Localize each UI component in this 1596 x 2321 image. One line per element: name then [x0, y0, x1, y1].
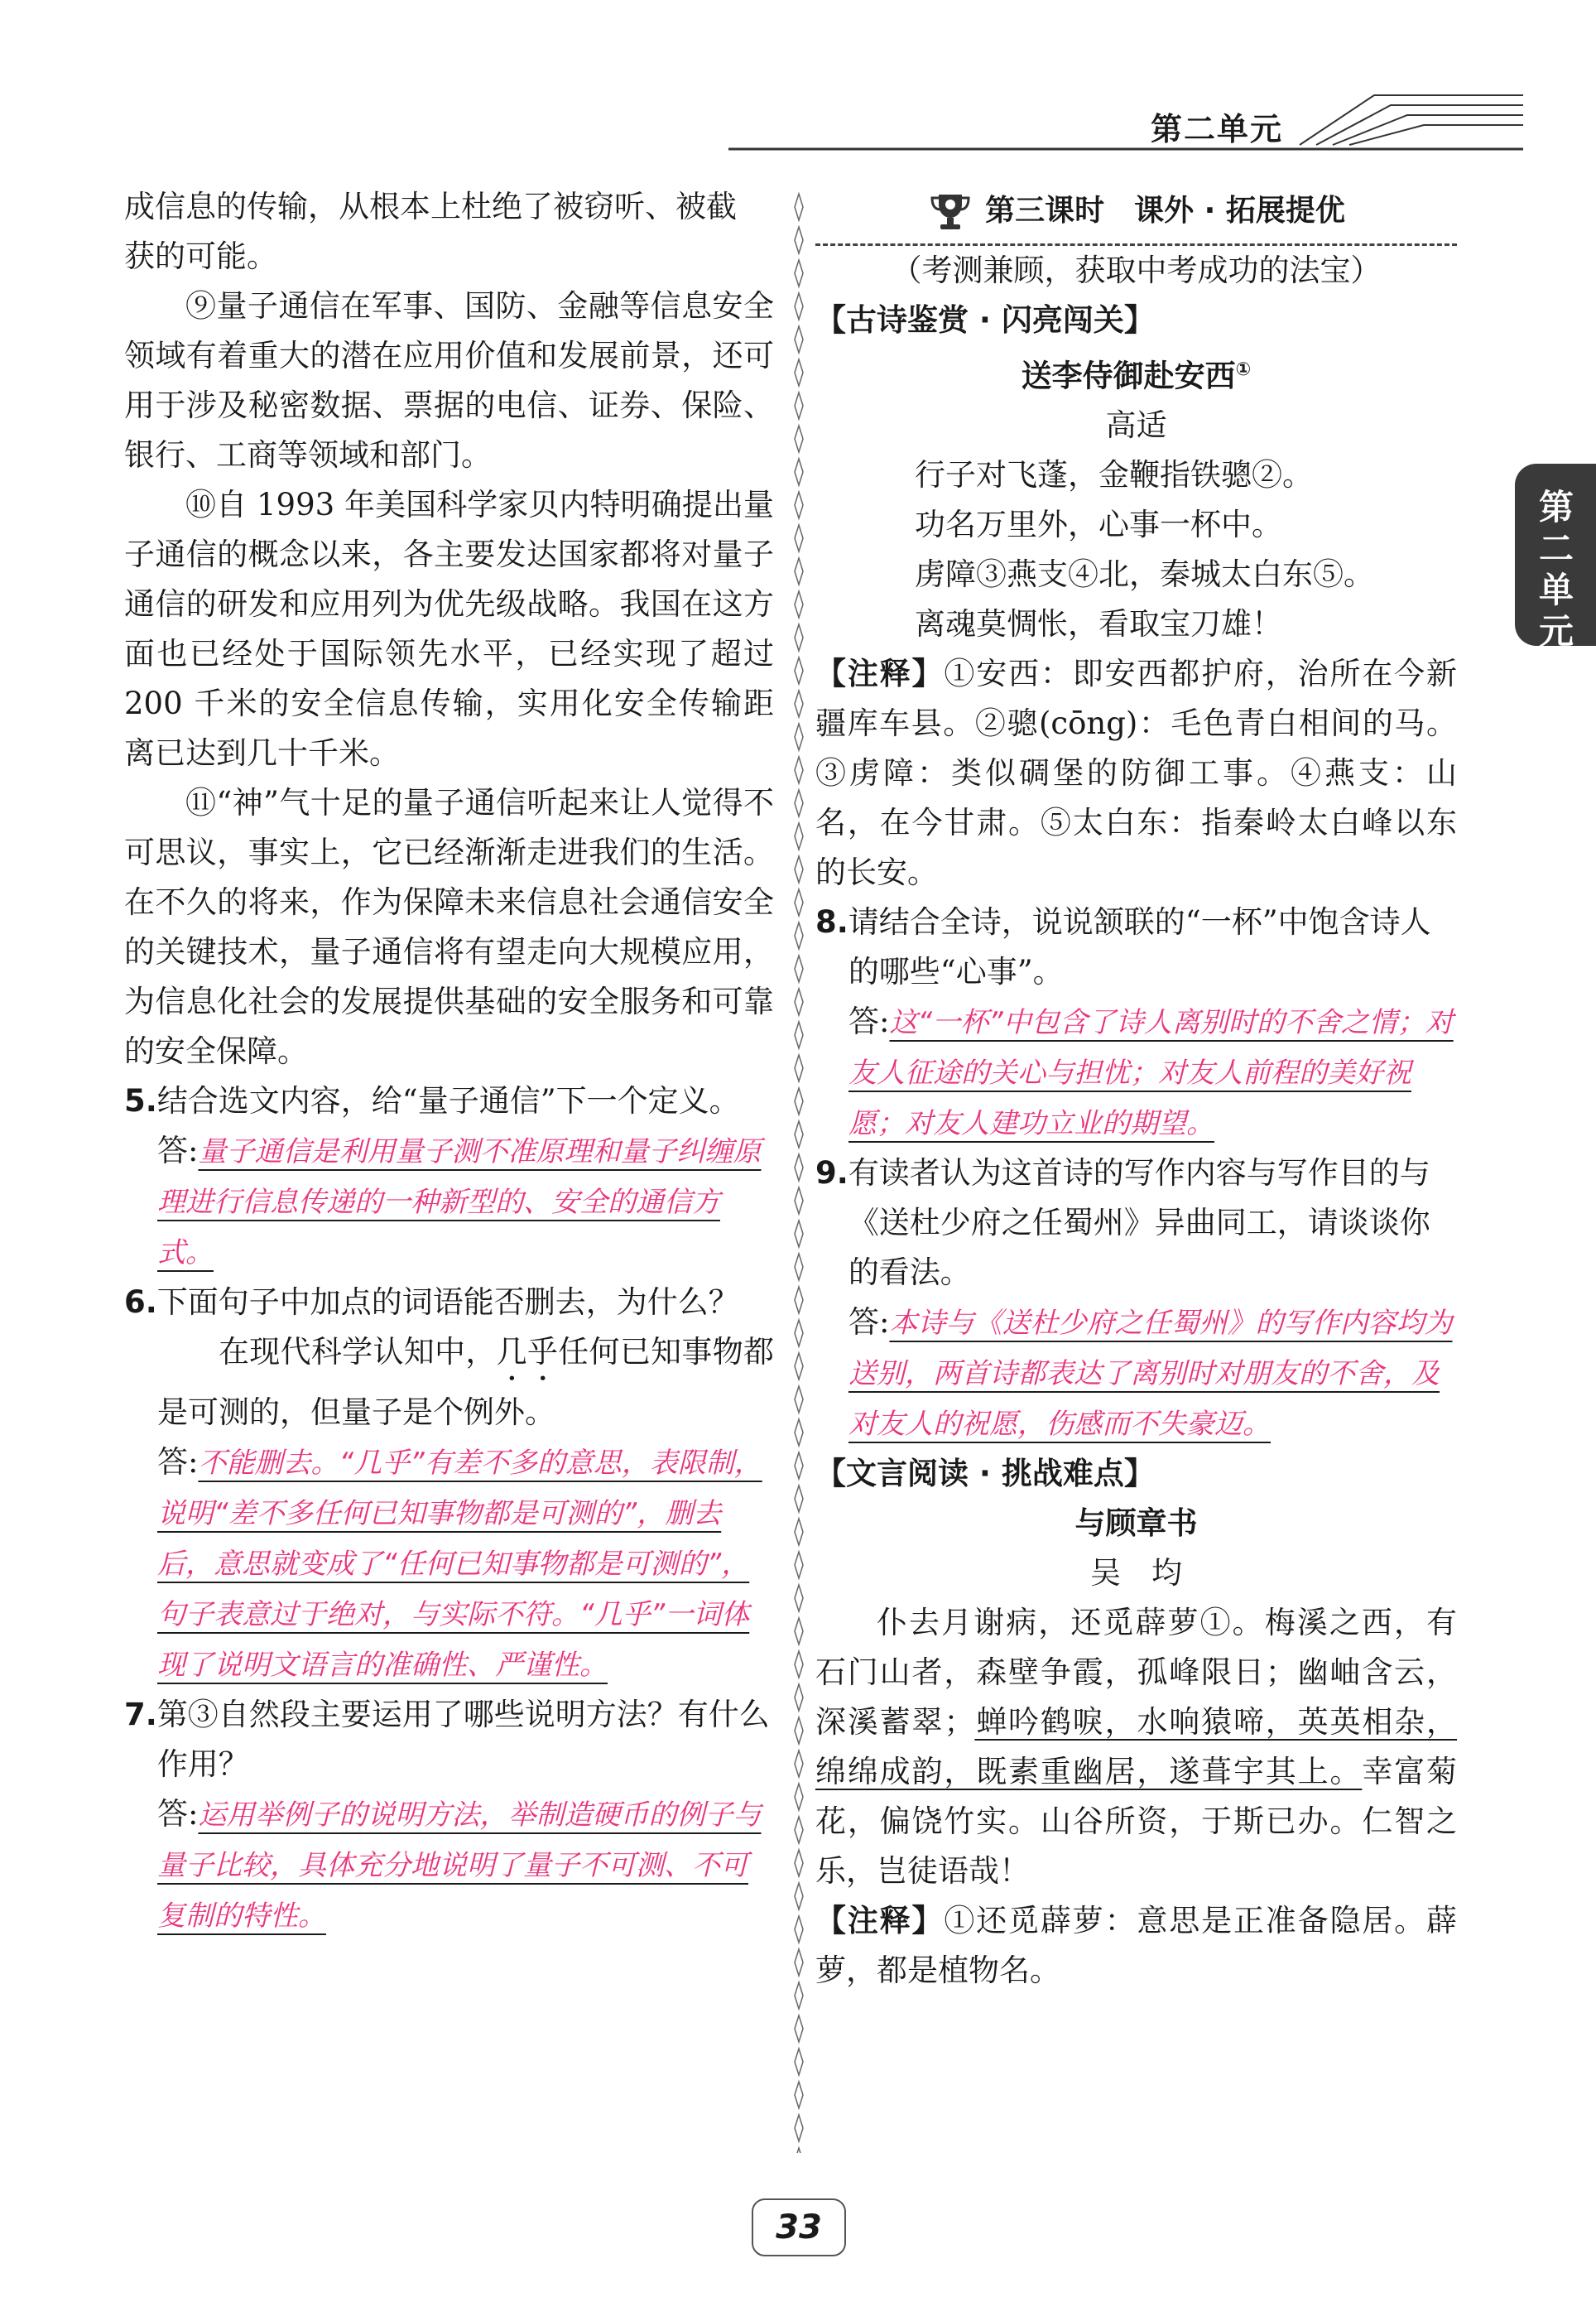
question-6-quote [124, 1327, 774, 1437]
prose-author: 吴 均 [1090, 1555, 1182, 1591]
quote-dotted-word: 几乎 [496, 1334, 559, 1370]
intro-line-2: 获的可能。 [124, 238, 277, 274]
lesson-subtitle: （考测兼顾，获取中考成功的法宝） [891, 253, 1382, 288]
answer-7-text: 运用举例子的说明方法，举制造硬币的例子与量子比较，具体充分地说明了量子不可测、不可复制的特性。 [157, 1799, 762, 1933]
answer-5 [124, 1126, 774, 1278]
question-9-number: 9. [815, 1155, 848, 1192]
quote-part-a: 在现代科学认知中， [219, 1334, 497, 1370]
question-6-text: 下面句子中加点的词语能否删去，为什么？ [156, 1284, 739, 1320]
answer-8-label: 答: [848, 1004, 890, 1040]
poem-title-note: ① [1235, 359, 1252, 380]
section-classical: 【文言阅读 · 挑战难点】 [815, 1456, 1155, 1492]
answer-8 [815, 997, 1457, 1148]
side-unit-tab [1515, 464, 1596, 652]
unit-title: 第二单元 [1150, 111, 1283, 147]
question-7-text: 第③自然段主要运用了哪些说明方法？有什么作用？ [156, 1697, 770, 1782]
answer-9-text: 本诗与《送杜少府之任蜀州》的写作内容均为送别，两首诗都表达了离别时对朋友的不舍，及对友人的祝愿，伤感而不失豪迈。 [848, 1307, 1453, 1442]
question-8 [815, 898, 1457, 997]
answer-7 [124, 1789, 774, 1941]
question-6 [124, 1278, 774, 1327]
answer-7-label: 答: [157, 1796, 199, 1832]
poem-title-text: 送李侍御赴安西 [1021, 358, 1236, 394]
question-5-number: 5. [124, 1083, 157, 1119]
header-decor-lines [728, 79, 1523, 153]
page-number: 33 [752, 2198, 846, 2256]
left-column [124, 182, 774, 1941]
answer-5-label: 答: [157, 1133, 199, 1168]
poem-notes-text: ①安西：即安西都护府，治所在今新疆库车县。②骢(cōng)：毛色青白相间的马。③虏障：类似碉堡的防御工事。④燕支：山名，在今甘肃。⑤太白东：指秦岭太白峰以东的长安。 [815, 656, 1458, 891]
poem-notes [815, 649, 1457, 898]
poem-author: 高适 [1105, 407, 1167, 444]
column-divider [793, 190, 805, 2153]
poem-line-1: 行子对飞蓬，金鞭指铁骢②。 [915, 457, 1313, 494]
question-7 [124, 1690, 774, 1789]
right-column [815, 182, 1457, 1996]
question-6-number: 6. [124, 1284, 157, 1320]
poem-line-4: 离魂莫惆怅，看取宝刀雄！ [915, 606, 1282, 643]
answer-6 [124, 1437, 774, 1690]
paragraph-9: ⑨量子通信在军事、国防、金融等信息安全领域有着重大的潜在应用价值和发展前景，还可用于涉及秘密数据、票据的电信、证券、保险、银行、工商等领域和部门。 [124, 288, 774, 473]
answer-9 [815, 1298, 1457, 1449]
side-unit-tab-text: 第二单元 [1538, 487, 1574, 652]
question-8-number: 8. [815, 904, 848, 941]
prose-notes-text: ①还觅薜萝：意思是正准备隐居。薜萝，都是植物名。 [815, 1903, 1458, 1989]
question-7-number: 7. [124, 1697, 157, 1732]
prose-title: 与顾章书 [1074, 1505, 1198, 1542]
answer-8-text: 这“一杯”中包含了诗人离别时的不舍之情；对友人征途的关心与担忧；对友人前程的美好祝愿；对友人建功立业的期望。 [848, 1006, 1454, 1141]
question-5-text: 结合选文内容，给“量子通信”下一个定义。 [156, 1083, 740, 1119]
poem-title [815, 345, 1457, 401]
page-header [728, 79, 1523, 153]
prose-notes-label: 【注释】 [815, 1903, 945, 1939]
intro-line-1: 成信息的传输，从根本上杜绝了被窃听、被截 [124, 189, 737, 224]
paragraph-11: ⑪“神”气十足的量子通信听起来让人觉得不可思议，事实上，它已经渐渐走进我们的生活。在不久的将来，作为保障未来信息社会通信安全的关键技术，量子通信将有望走向大规模应用，为信息化社会的发展提供基础的安全服务和可靠的安全保障。 [124, 785, 774, 1069]
poem-line-3: 虏障③燕支④北，秦城太白东⑤。 [915, 556, 1374, 593]
lesson-title: 第三课时 课外 · 拓展提优 [985, 194, 1345, 228]
prose-notes [815, 1896, 1457, 1996]
question-5 [124, 1076, 774, 1126]
prose-text [815, 1598, 1457, 1896]
prose-part-c: 幸富菊花，偏饶竹实。山谷所资，于斯已办。仁智之乐，岂徒语哉！ [815, 1754, 1458, 1890]
quote-part-b: 任何已知事物都是可测的，但量子是个例外。 [157, 1334, 775, 1430]
question-8-text: 请结合全诗，说说颔联的“一杯”中饱含诗人的哪些“心事”。 [848, 904, 1431, 990]
lesson-heading [815, 182, 1457, 240]
answer-5-text: 量子通信是利用量子测不准原理和量子纠缠原理进行信息传递的一种新型的、安全的通信方式。 [157, 1135, 762, 1269]
answer-9-label: 答: [848, 1304, 890, 1341]
answer-6-label: 答: [157, 1444, 199, 1480]
section-poetry: 【古诗鉴赏 · 闪亮闯关】 [815, 302, 1155, 338]
prose-part-a: 仆去月谢病，还觅薜萝①。梅溪之西，有石门山者，森壁争霞，孤峰限日；幽岫含云，深溪蓄翠； [815, 1605, 1457, 1741]
prose-underlined: 蝉吟鹤唳，水响猿啼，英英相杂，绵绵成韵，既素重幽居，遂葺宇其上。 [815, 1704, 1458, 1790]
trophy-icon [927, 190, 973, 233]
answer-6-text: 不能删去。“几乎”有差不多的意思，表限制，说明“差不多任何已知事物都是可测的”，删去后，意思就变成了“任何已知事物都是可测的”，句子表意过于绝对，与实际不符。“几乎”一词体现了说明文语言的准确性、严谨性。 [157, 1447, 762, 1682]
paragraph-10: ⑩自 1993 年美国科学家贝内特明确提出量子通信的概念以来，各主要发达国家都将对量子通信的研发和应用列为优先级战略。我国在这方面也已经处于国际领先水平，已经实现了超过 200 千米的安全信息传输，实用化安全传输距离已达到几十千米。 [124, 487, 774, 771]
poem-line-2: 功名万里外，心事一杯中。 [915, 507, 1282, 543]
poem-notes-label: 【注释】 [815, 656, 945, 692]
question-9-text: 有读者认为这首诗的写作内容与写作目的与《送杜少府之任蜀州》异曲同工，请谈谈你的看法。 [848, 1155, 1430, 1291]
question-9 [815, 1148, 1457, 1298]
